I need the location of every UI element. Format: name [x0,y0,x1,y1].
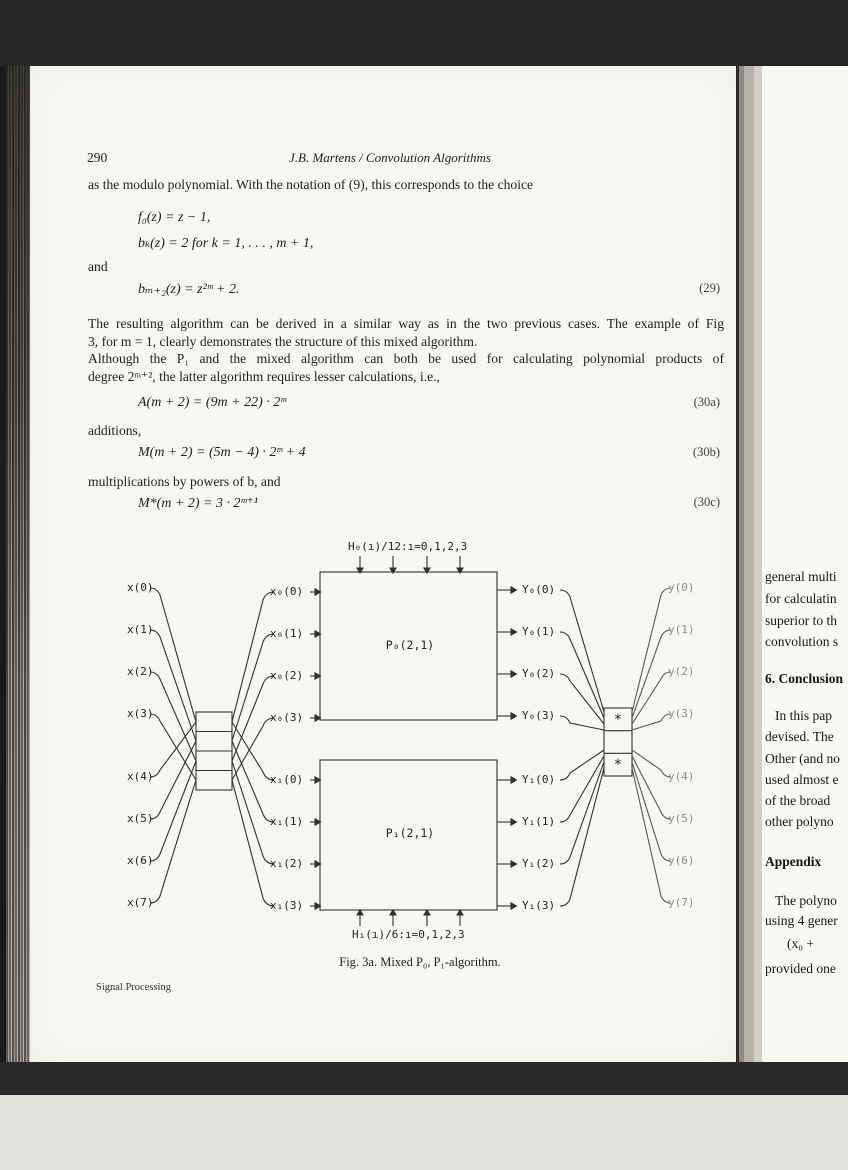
output-fan-in-lines [560,590,604,906]
figure-output-label: y(5) [668,812,695,825]
facing-page-heading: Appendix [765,854,822,869]
box-output-arrows [497,587,517,909]
body-paragraph: 3, for m = 1, clearly demonstrates the structure of this mixed algorithm. [88,334,478,349]
facing-page-heading: 6. Conclusion [765,671,844,686]
figure-input-label: x(0) [127,581,154,594]
multiplier-icon: * [613,712,623,728]
figure-mid-input-label: x₀(2) [270,669,304,682]
equation-number: (30b) [692,445,720,459]
figure-mid-output-label: Y₁(2) [522,857,556,870]
output-fan-out-lines [632,588,671,903]
equation-number: (30a) [693,395,720,409]
figure-output-label: y(1) [668,623,695,636]
processor-boxes [320,572,497,910]
adder-output-lines [232,592,274,906]
facing-page-line: using 4 gener [765,913,838,928]
figure-mid-input-label: x₀(3) [270,711,304,724]
figure-input-label: x(3) [127,707,154,720]
figure-mid-output-label: Y₁(0) [522,773,556,786]
figure-mid-output-label: Y₀(2) [522,667,556,680]
running-head: J.B. Martens / Convolution Algorithms [289,150,491,165]
scanner-surface [0,1095,848,1170]
figure-mid-output-label: Y₀(3) [522,709,556,722]
scan-bottom-background [0,1062,848,1095]
figure-mid-output-label: Y₀(0) [522,583,556,596]
facing-page-line: devised. The [765,729,834,744]
figure-mid-input-label: x₀(1) [270,627,304,640]
facing-page-line: Other (and no [765,751,840,766]
figure-mid-input-label: x₁(2) [270,857,304,870]
figure-caption: Fig. 3a. Mixed P₀, P₁-algorithm. [339,955,501,969]
body-paragraph: as the modulo polynomial. With the notation of (9), this corresponds to the choice [88,177,534,192]
figure-mid-output-label: Y₁(1) [522,815,556,828]
body-paragraph: Although the P₁ and the mixed algorithm can both be used for calculating polynomial products of [88,351,724,366]
facing-page-line: of the broad [765,793,831,808]
equation-bk: bₖ(z) = 2 for k = 1, . . . , m + 1, [138,236,314,251]
processor-box-label-p0: P₀(2,1) [385,638,435,652]
coefficient-arrows-bottom [357,910,463,926]
body-text: additions, [88,423,142,438]
equation-30c: M*(m + 2) = 3 · 2ᵐ⁺¹ (30c) [138,495,720,511]
figure-output-label: y(4) [668,770,695,783]
equation-number: (30c) [693,495,720,509]
facing-page-line: for calculatin [765,591,837,606]
journal-page [30,66,736,1062]
equation-number: (29) [699,281,720,295]
book-gutter [736,66,762,1062]
processor-box-label-p1: P₁(2,1) [385,826,435,840]
page-number: 290 [87,150,108,165]
figure-mid-input-label: x₁(1) [270,815,304,828]
facing-page-line: convolution s [765,634,839,649]
figure-input-label: x(2) [127,665,154,678]
figure-mid-input-label: x₁(3) [270,899,304,912]
figure-output-label: y(6) [668,854,695,867]
figure-input-label: x(1) [127,623,154,636]
facing-page-line: In this pap [775,708,832,723]
journal-footer: Signal Processing [96,982,171,993]
equation-30b: M(m + 2) = (5m − 4) · 2ᵐ + 4 (30b) [138,445,720,460]
input-adder-stack [196,712,232,790]
figure-input-label: x(5) [127,812,154,825]
figure-mid-output-label: Y₁(3) [522,899,556,912]
figure-output-label: y(3) [668,707,695,720]
facing-page-line: used almost e [765,772,839,787]
figure-diagram [30,66,736,1062]
connector-word: and [88,259,108,274]
multiplier-icon: * [613,757,623,773]
figure-input-label: x(6) [127,854,154,867]
figure-input-label: x(4) [127,770,154,783]
facing-page-line: superior to th [765,613,837,628]
figure-output-label: y(7) [668,896,695,909]
figure-output-label: y(2) [668,665,695,678]
body-text: multiplications by powers of b, and [88,474,281,489]
body-paragraph: degree 2ᵐ⁺², the latter algorithm requires lesser calculations, i.e., [88,369,440,384]
facing-page-line: (x₀ + [787,936,814,951]
facing-page-line: The polyno [775,893,837,908]
figure-input-label: x(7) [127,896,154,909]
figure-output-label: y(0) [668,581,695,594]
figure-mid-input-label: x₀(0) [270,585,304,598]
facing-page-line: provided one [765,961,836,976]
scan-top-background [0,0,848,66]
coefficient-arrows-top [357,556,463,573]
facing-page-fragment [762,66,848,1062]
equation-f0: f₀(z) = z − 1, [138,210,211,225]
facing-page-line: general multi [765,569,837,584]
figure-top-coefficient-label: H₀(ı)/12:ı=0,1,2,3 [348,540,468,553]
figure-mid-output-label: Y₀(1) [522,625,556,638]
facing-page-line: other polyno [765,814,834,829]
body-paragraph: The resulting algorithm can be derived in a similar way as in the two previous cases. The example of Fig [88,316,724,331]
figure-bottom-coefficient-label: H₁(ı)/6:ı=0,1,2,3 [352,928,465,941]
equation-30a: A(m + 2) = (9m + 22) · 2ᵐ (30a) [138,395,720,410]
equation-29: bₘ₊₂(z) = z²ᵐ + 2. (29) [138,281,720,297]
figure-mid-input-label: x₁(0) [270,773,304,786]
